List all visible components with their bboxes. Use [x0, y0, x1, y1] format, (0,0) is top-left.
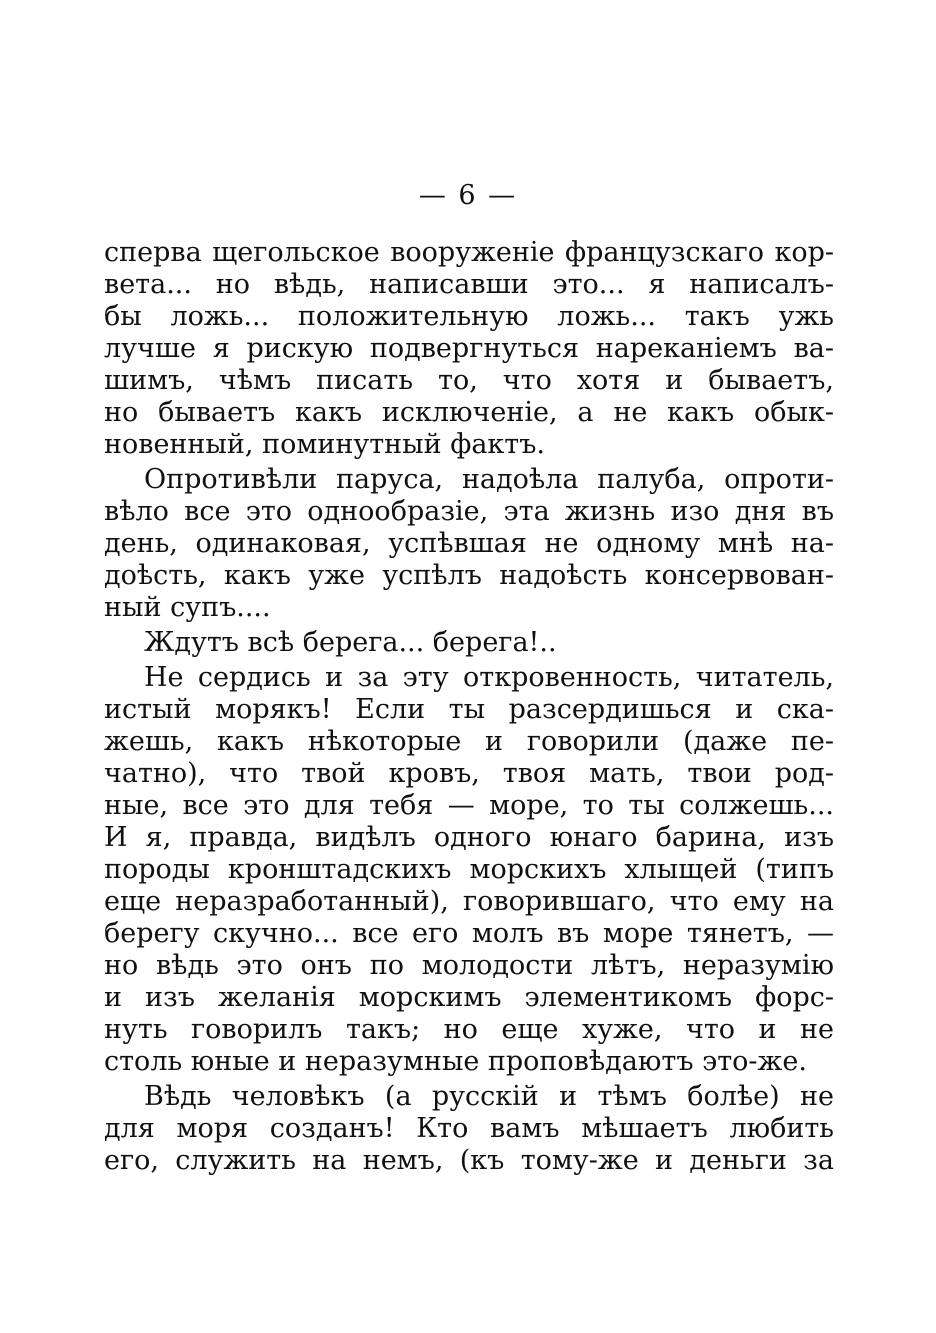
paragraph: [104, 464, 834, 624]
text-line: еще неразработанный), говорившаго, что ему на: [104, 886, 834, 917]
text-line: породы кронштадскихъ морскихъ хлыщей (типъ: [104, 854, 834, 885]
text-line: нуть говорилъ такъ; но еще хуже, что и не: [104, 1014, 834, 1045]
text-line: сперва щегольское вооруженіе французскаго кор-: [104, 237, 834, 268]
text-line: жешь, какъ нѣкоторые и говорили (даже пе-: [104, 726, 834, 757]
text-line: Не сердись и за эту откровенность, читатель,: [144, 662, 834, 693]
text-line: И я, правда, видѣлъ одного юнаго барина, изъ: [104, 822, 834, 853]
text-line: бы ложь... положительную ложь... такъ ужь: [104, 301, 834, 332]
text-line: новенный, поминутный фактъ.: [104, 429, 546, 460]
text-line: лучше я рискую подвергнуться нареканіемъ ва-: [104, 333, 834, 364]
paragraph: [104, 237, 834, 461]
text-line: его, служить на немъ, (къ тому-же и деньги за: [104, 1145, 834, 1176]
text-line: шимъ, чѣмъ писать то, что хотя и бываетъ,: [104, 365, 834, 396]
paragraph: [104, 1081, 834, 1177]
text-line: Вѣдь человѣкъ (а русскій и тѣмъ болѣе) не: [144, 1081, 834, 1112]
text-line: столь юные и неразумные проповѣдаютъ это-же.: [104, 1046, 807, 1077]
text-line: доѣсть, какъ уже успѣлъ надоѣсть консервован-: [104, 560, 834, 591]
paragraph: [104, 662, 834, 1078]
page-number: — 6 —: [418, 180, 518, 211]
text-line: но вѣдь это онъ по молодости лѣтъ, неразумію: [104, 950, 834, 981]
text-line: чатно), что твой кровъ, твоя мать, твои род-: [104, 758, 834, 789]
text-line: ный супъ....: [104, 592, 271, 623]
text-line: ные, все это для тебя — море, то ты солжешь...: [104, 790, 834, 821]
text-line: день, одинаковая, успѣвшая не одному мнѣ на-: [104, 528, 834, 559]
body-text: [104, 237, 834, 1177]
text-line: берегу скучно... все его молъ въ море тянетъ, —: [104, 918, 834, 949]
text-line: Опротивѣли паруса, надоѣла палуба, опроти-: [144, 464, 834, 495]
text-line: вета... но вѣдь, написавши это... я написалъ-: [104, 269, 834, 300]
text-line: и изъ желанія морскимъ элементикомъ форс-: [104, 982, 834, 1013]
text-line: Ждутъ всѣ берега... берега!..: [144, 627, 557, 658]
text-line: но бываетъ какъ исключеніе, а не какъ обык-: [104, 397, 834, 428]
text-line: истый морякъ! Если ты разсердишься и ска-: [104, 694, 834, 725]
text-line: для моря созданъ! Кто вамъ мѣшаетъ любить: [104, 1113, 834, 1144]
text-line: вѣло все это однообразіе, эта жизнь изо дня въ: [104, 496, 834, 527]
paragraph: [104, 627, 834, 659]
